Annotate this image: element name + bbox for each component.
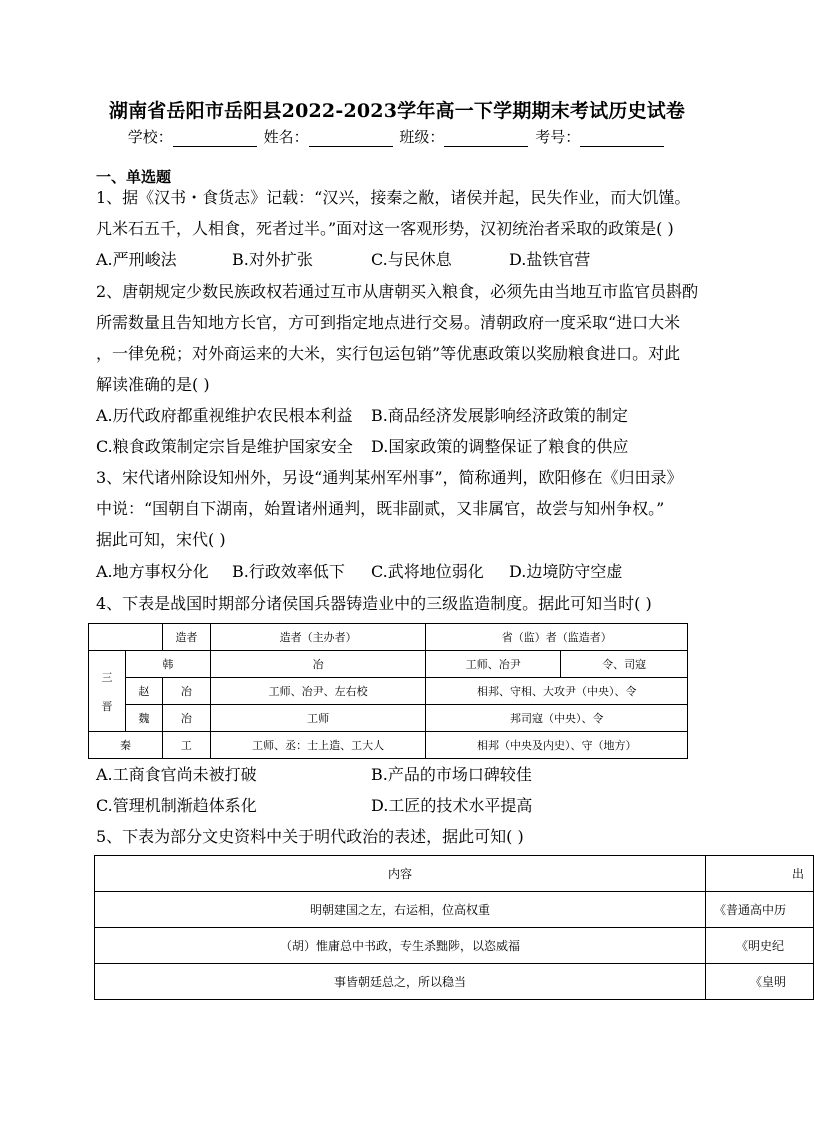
table-row — [95, 964, 814, 1000]
option-a[interactable]: A.严刑峻法 — [96, 250, 177, 269]
section-heading: 一、单选题 — [96, 168, 172, 186]
question-line: 2、唐朝规定少数民族政权若通过互市从唐朝买入粮食，必须先由当地互市监官员斟酌 — [96, 282, 699, 301]
question-line: 据此可知，宋代( ) — [96, 530, 226, 549]
option-d[interactable]: D.边境防守空虚 — [509, 562, 623, 581]
table-header-row — [95, 856, 814, 892]
exam-number-label: 考号： — [535, 128, 581, 146]
table-cell-sanjin: 三 晋 — [89, 651, 126, 732]
question-line: 5、下表为部分文史资料中关于明代政治的表述，据此可知( ) — [96, 827, 524, 846]
question-5-table — [94, 855, 814, 1000]
option-d[interactable]: D.国家政策的调整保证了粮食的供应 — [371, 437, 629, 456]
option-a[interactable]: A.工商食官尚未被打破 — [96, 765, 257, 784]
table-cell: 冶 — [162, 705, 210, 732]
table-header-cell: 内容 — [95, 856, 706, 892]
table-cell: 工师、冶尹 — [426, 651, 561, 678]
table-cell: 《明史纪 — [706, 928, 814, 964]
option-a[interactable]: A.历代政府都重视维护农民根本利益 — [96, 406, 353, 425]
table-cell: 令、司寇 — [561, 651, 688, 678]
option-c[interactable]: C.粮食政策制定宗旨是维护国家安全 — [96, 437, 353, 456]
option-b[interactable]: B.产品的市场口碑较佳 — [371, 765, 532, 784]
table-cell: 工师 — [210, 705, 426, 732]
question-line: 1、据《汉书・食货志》记载：“汉兴，接秦之敝，诸侯并起，民失作业，而大饥馑。 — [96, 188, 691, 207]
page-title: 湖南省岳阳市岳阳县2022-2023学年高一下学期期末考试历史试卷 — [108, 100, 686, 122]
table-cell: 工 — [162, 732, 210, 759]
table-cell: 冶 — [210, 651, 426, 678]
table-cell: 工师、丞：士上造、工大人 — [210, 732, 426, 759]
table-cell: 魏 — [125, 705, 162, 732]
option-d[interactable]: D.工匠的技术水平提高 — [371, 796, 533, 815]
option-c[interactable]: C.武将地位弱化 — [371, 562, 484, 581]
table-cell: 《皇明 — [706, 964, 814, 1000]
option-a[interactable]: A.地方事权分化 — [96, 562, 209, 581]
table-cell: 邦司寇（中央）、令 — [426, 705, 688, 732]
name-label: 姓名： — [263, 128, 309, 146]
question-line: 凡米石五千，人相食，死者过半。”面对这一客观形势，汉初统治者采取的政策是( ) — [96, 219, 674, 238]
table-header-cell: 造者 — [162, 624, 210, 651]
table-row — [95, 928, 814, 964]
question-line: 4、下表是战国时期部分诸侯国兵器铸造业中的三级监造制度。据此可知当时( ) — [96, 594, 652, 613]
table-cell: 冶 — [162, 678, 210, 705]
table-cell: 赵 — [125, 678, 162, 705]
question-line: 解读准确的是( ) — [96, 375, 210, 394]
table-row — [95, 892, 814, 928]
table-header-cell: 造者（主办者） — [210, 624, 426, 651]
table-header-cell: 省（监）者（监造者） — [426, 624, 688, 651]
option-c[interactable]: C.管理机制渐趋体系化 — [96, 796, 257, 815]
table-cell: 相邦（中央及内史）、守（地方） — [426, 732, 688, 759]
option-d[interactable]: D.盐铁官营 — [509, 250, 591, 269]
table-cell: （胡）惟庸总中书政，专生杀黜陟，以恣威福 — [95, 928, 706, 964]
table-cell: 相邦、守相、大攻尹（中央）、令 — [426, 678, 688, 705]
table-cell: 明朝建国之左，右运相，位高权重 — [95, 892, 706, 928]
table-header-cell: 出 — [706, 856, 814, 892]
question-line: ，一律免税；对外商运来的大米，实行包运包销”等优惠政策以奖励粮食进口。对此 — [96, 344, 681, 363]
table-cell: 秦 — [89, 732, 163, 759]
table-cell: 工师、冶尹、左右校 — [210, 678, 426, 705]
table-cell: 《普通高中历 — [706, 892, 814, 928]
option-c[interactable]: C.与民休息 — [371, 250, 452, 269]
option-b[interactable]: B.行政效率低下 — [232, 562, 345, 581]
question-line: 3、宋代诸州除设知州外，另设“通判某州军州事”，简称通判，欧阳修在《归田录》 — [96, 468, 683, 487]
table-cell: 韩 — [125, 651, 210, 678]
option-b[interactable]: B.对外扩张 — [232, 250, 313, 269]
option-b[interactable]: B.商品经济发展影响经济政策的制定 — [371, 406, 628, 425]
class-label: 班级： — [399, 128, 445, 146]
table-cell: 事皆朝廷总之，所以稳当 — [95, 964, 706, 1000]
question-line: 所需数量且告知地方长官，方可到指定地点进行交易。清朝政府一度采取“进口大米 — [96, 313, 681, 332]
question-line: 中说：“国朝自下湖南，始置诸州通判，既非副贰，又非属官，故尝与知州争权。” — [96, 499, 665, 518]
school-label: 学校： — [127, 128, 173, 146]
